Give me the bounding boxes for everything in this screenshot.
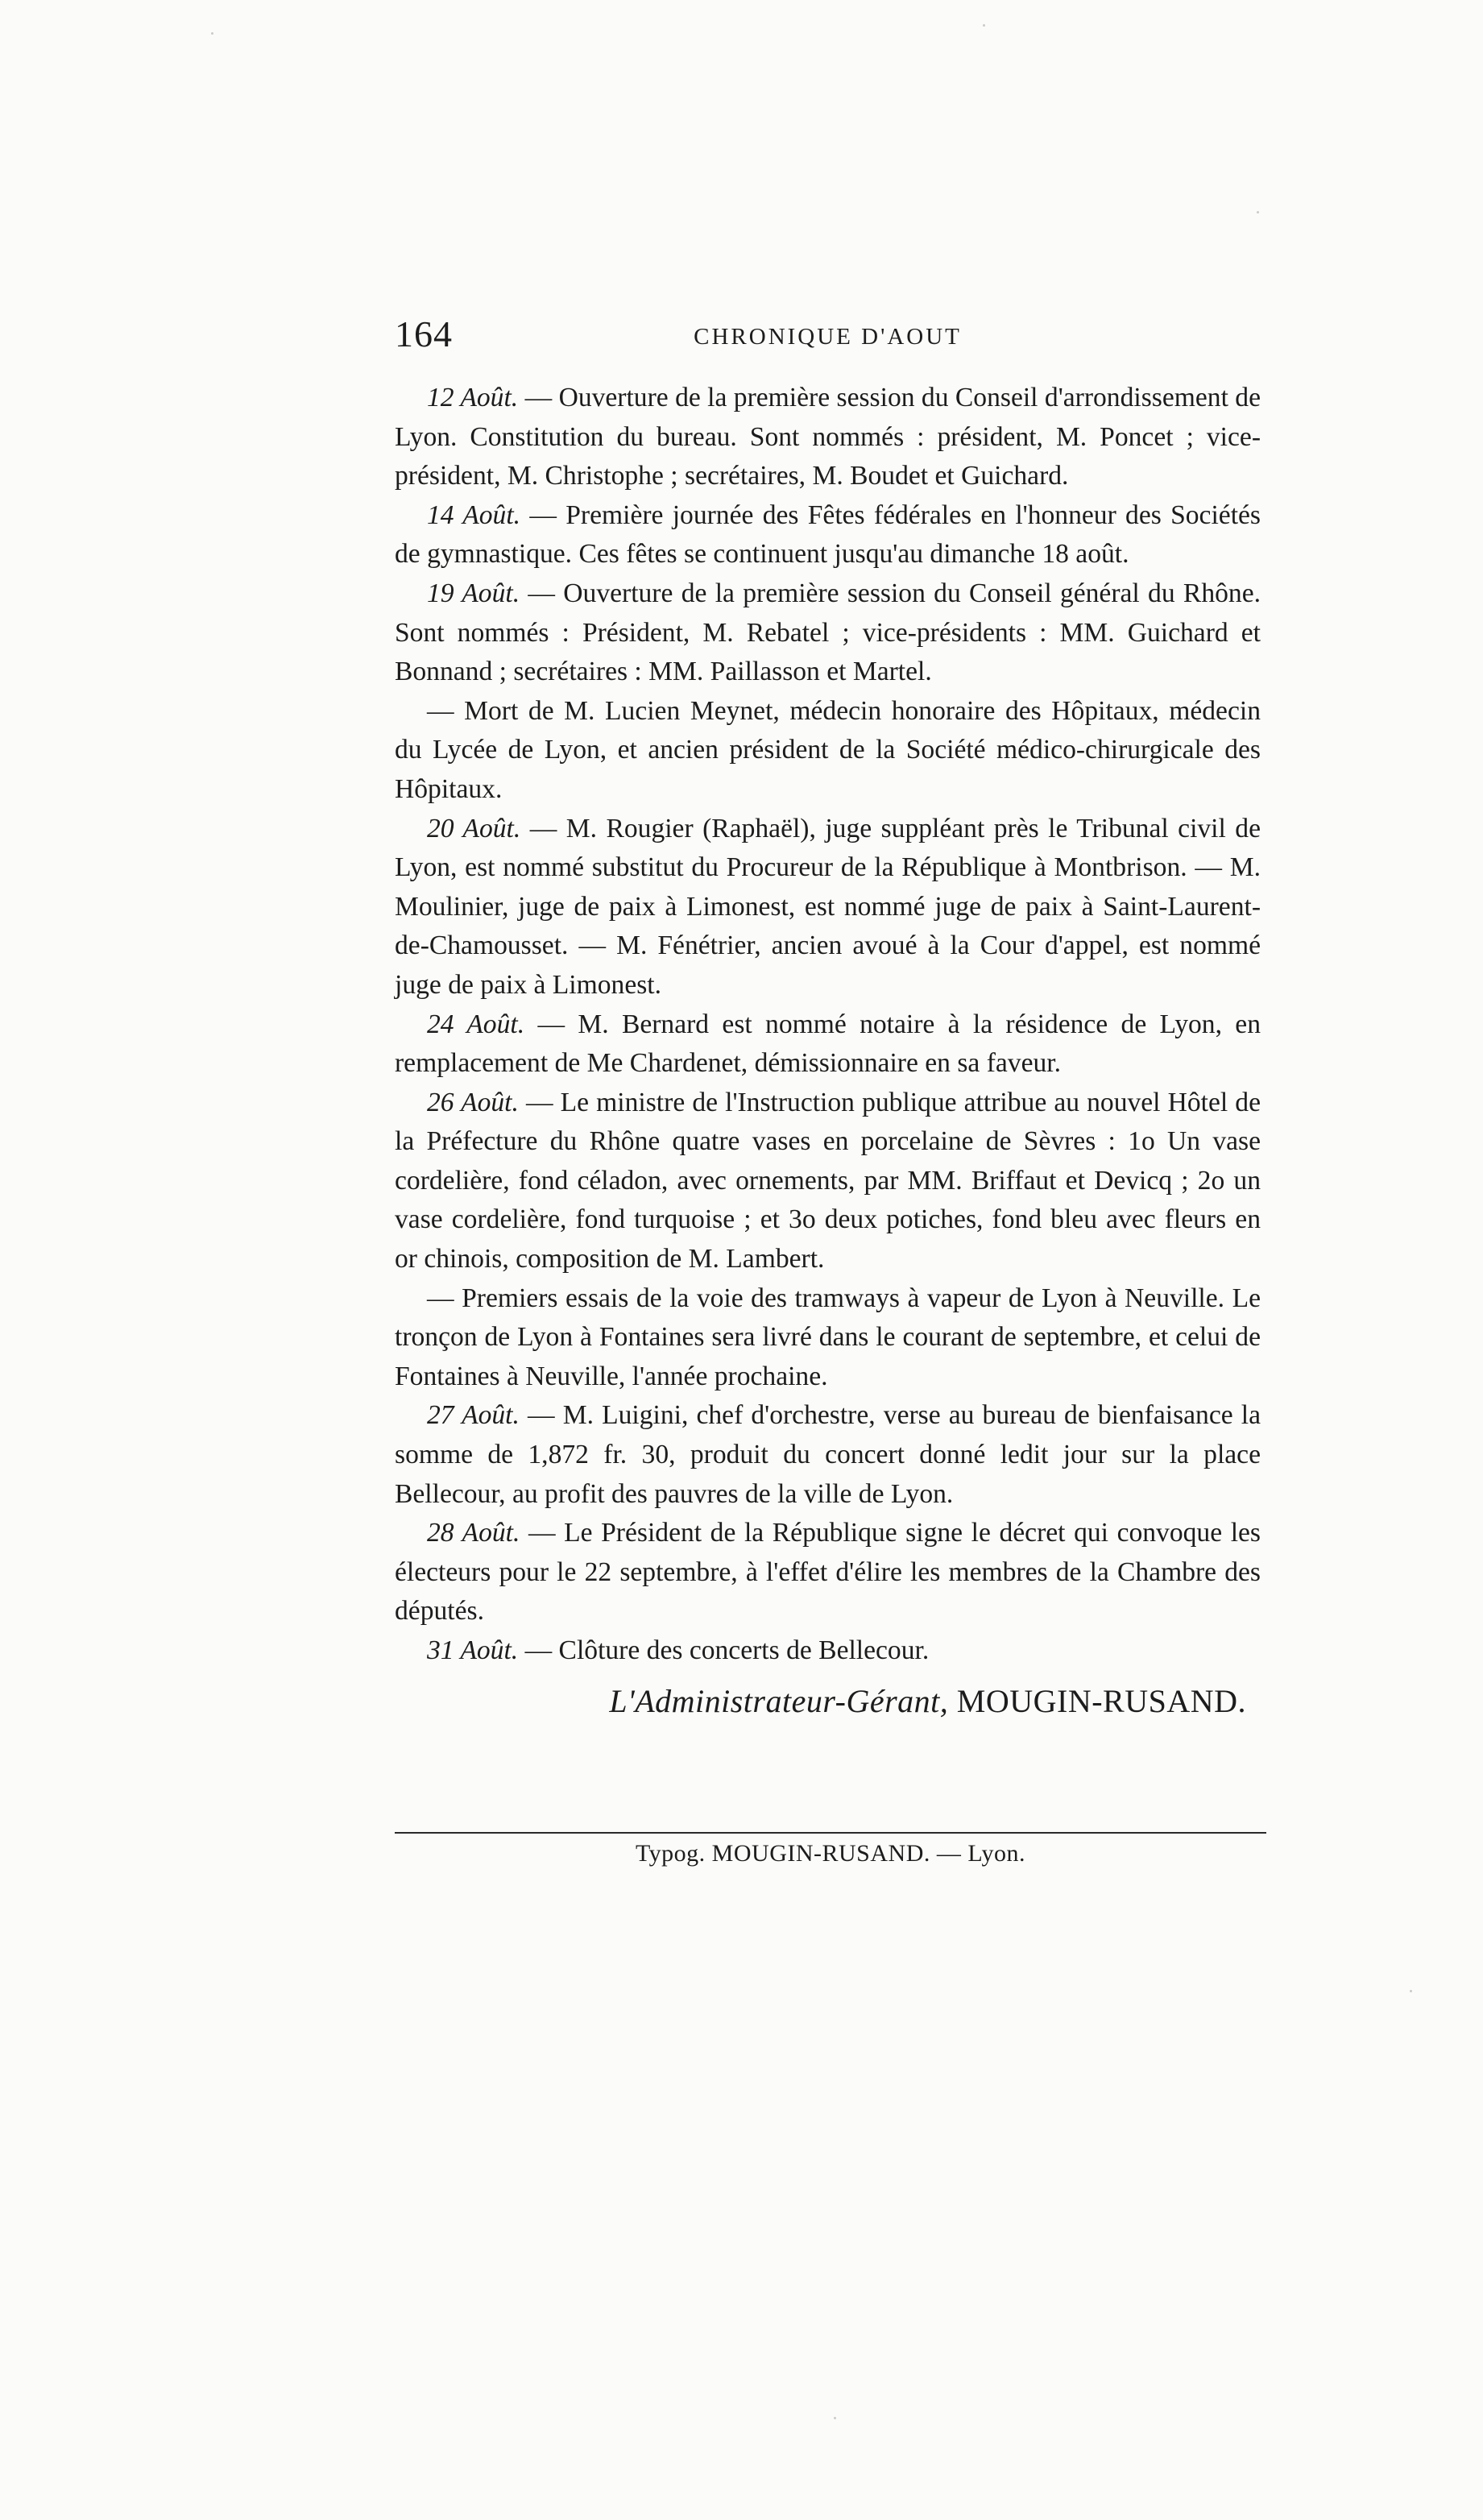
chronicle-entry (395, 1396, 1261, 1514)
chronicle-entry (395, 496, 1261, 574)
chronicle-entries (395, 379, 1261, 1671)
chronicle-entry (395, 1005, 1261, 1084)
entry-date: 20 Août. (427, 813, 521, 843)
entry-date: 26 Août. (427, 1087, 519, 1117)
chronicle-entry (395, 1631, 1261, 1671)
signature (395, 1682, 1261, 1729)
chronicle-entry (395, 692, 1261, 810)
entry-text: — M. Bernard est nommé notaire à la résidence de Lyon, en remplacement de Me Chardenet, démissionnaire en sa faveur. (395, 1009, 1261, 1079)
chronicle-entry (395, 1514, 1261, 1631)
entry-text: — Premiers essais de la voie des tramways à vapeur de Lyon à Neuville. Le tronçon de Lyon à Fontaines sera livré dans le courant de septembre, et celui de Fontaines à Neuville, l'année prochaine. (395, 1283, 1261, 1391)
entry-date: 19 Août. (427, 578, 520, 608)
entry-text: — Clôture des concerts de Bellecour. (518, 1635, 930, 1665)
entry-date: 14 Août. (427, 499, 521, 530)
entry-date: 31 Août. (427, 1635, 519, 1665)
entry-text: — Mort de M. Lucien Meynet, médecin honoraire des Hôpitaux, médecin du Lycée de Lyon, et ancien président de la Société médico-chirurgicale des Hôpitaux. (395, 695, 1261, 804)
page-body (395, 313, 1261, 1729)
entry-text: — Ouverture de la première session du Conseil d'arrondissement de Lyon. Constitution du bureau. Sont nommés : président, M. Poncet ; vice-président, M. Christophe ; secrétaires, M. Boudet et Guichard. (395, 383, 1261, 491)
running-title: CHRONIQUE D'AOUT (694, 324, 962, 350)
footer-rule (395, 1832, 1266, 1834)
entry-date: 12 Août. (427, 383, 519, 412)
chronicle-entry (395, 574, 1261, 692)
entry-text: — M. Rougier (Raphaël), juge suppléant près le Tribunal civil de Lyon, est nommé substitut du Procureur de la République à Montbrison. — M. Moulinier, juge de paix à Limonest, est nommé juge de paix à Saint-Laurent-de-Chamousset. — M. Fénétrier, ancien avoué à la Cour d'appel, est nommé juge de paix à Limonest. (395, 813, 1261, 1000)
chronicle-entry (395, 1279, 1261, 1397)
chronicle-entry (395, 1084, 1261, 1279)
page-header (395, 313, 1261, 377)
entry-date: 27 Août. (427, 1400, 520, 1431)
printer-imprint: Typog. MOUGIN-RUSAND. — Lyon. (635, 1840, 1026, 1867)
chronicle-entry (395, 379, 1261, 496)
entry-text: — Ouverture de la première session du Conseil général du Rhône. Sont nommés : Président, M. Rebatel ; vice-présidents : MM. Guichard et Bonnand ; secrétaires : MM. Paillasson et Martel. (395, 578, 1261, 687)
chronicle-entry (395, 810, 1261, 1005)
entry-date: 28 Août. (427, 1518, 520, 1548)
page-number: 164 (395, 313, 453, 354)
entry-text: — Première journée des Fêtes fédérales en l'honneur des Sociétés de gymnastique. Ces fêtes se continuent jusqu'au dimanche 18 août. (395, 499, 1261, 570)
signature-name: MOUGIN-RUSAND. (956, 1682, 1246, 1719)
entry-date: 24 Août. (427, 1009, 525, 1039)
entry-text: — M. Luigini, chef d'orchestre, verse au bureau de bienfaisance la somme de 1,872 fr. 30, produit du concert donné ledit jour sur la place Bellecour, au profit des pauvres de la ville de Lyon. (395, 1400, 1261, 1509)
signature-title: L'Administrateur-Gérant, (609, 1682, 949, 1719)
entry-text: — Le ministre de l'Instruction publique attribue au nouvel Hôtel de la Préfecture du Rhône quatre vases en porcelaine de Sèvres : 1o Un vase cordelière, fond céladon, avec ornements, par MM. Briffaut et Devicq ; 2o un vase cordelière, fond turquoise ; et 3o deux potiches, fond bleu avec fleurs en or chinois, composition de M. Lambert. (395, 1087, 1261, 1275)
entry-text: — Le Président de la République signe le décret qui convoque les électeurs pour le 22 septembre, à l'effet d'élire les membres de la Chambre des députés. (395, 1518, 1261, 1627)
